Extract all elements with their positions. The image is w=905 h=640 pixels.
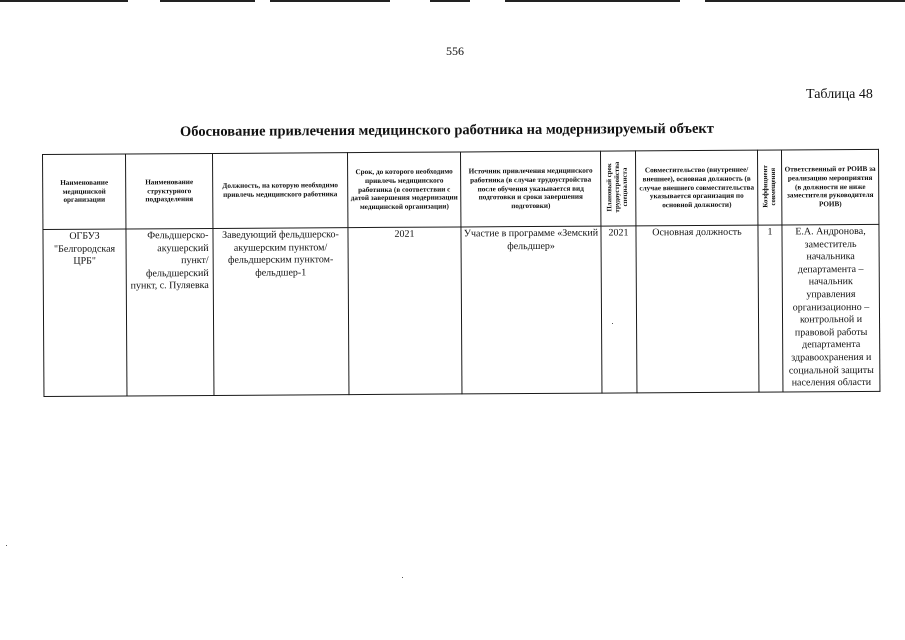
header-coefficient-text: Коэффициент совмещения bbox=[761, 164, 777, 208]
scan-edge-line bbox=[705, 0, 905, 2]
document-title: Обоснование привлечения медицинского работника на модернизируемый объект bbox=[179, 120, 714, 140]
scan-edge-line bbox=[0, 0, 128, 2]
staffing-table bbox=[42, 149, 880, 397]
cell-organization: ОГБУЗ "Белгородская ЦРБ" bbox=[43, 229, 127, 396]
cell-responsible: Е.А. Андронова, заместитель начальника департамента – начальник управления организационно – контрольной и правовой работы департамента здравоохранения и социальной защиты населения области bbox=[782, 224, 880, 391]
scan-edge-line bbox=[270, 0, 390, 2]
scan-speck bbox=[612, 323, 613, 324]
header-source: Источник привлечения медицинского работника (в случае трудоустройства после обучения указывается вид подготовки и сроки завершения подготовки) bbox=[460, 151, 600, 227]
scan-edge-line bbox=[430, 0, 470, 2]
cell-combination: Основная должность bbox=[636, 225, 759, 392]
page-number: 556 bbox=[446, 44, 464, 58]
cell-coefficient: 1 bbox=[758, 225, 783, 392]
cell-position: Заведующий фельдшерско-акушерским пунктом/фельдшерским пунктом- фельдшер-1 bbox=[213, 228, 349, 396]
header-deadline: Срок, до которого необходимо привлечь медицинского работника (в соответствии с датой завершения модернизации медицинской организации) bbox=[347, 152, 460, 228]
header-subdivision: Наименование структурного подразделения bbox=[126, 153, 213, 229]
scan-edge-line bbox=[160, 0, 255, 2]
scan-edge-line bbox=[505, 0, 680, 2]
header-position: Должность, на которую необходимо привлечь медицинского работника bbox=[212, 153, 347, 229]
scan-speck bbox=[6, 545, 7, 546]
cell-subdivision: Фельдшерско-акушерский пункт/фельдшерский пункт, с. Пуляевка bbox=[126, 228, 214, 395]
header-planned-date-text: Плановый срок трудоустройства специалиста bbox=[606, 161, 630, 213]
header-planned-date bbox=[600, 151, 635, 226]
header-combination: Совместительство (внутреннее/ внешнее), основная должность (в случае внешнего совместительства указывается организация по основной должности) bbox=[635, 150, 757, 226]
header-responsible: Ответственный от РОИВ за реализацию мероприятия (в должности не ниже заместителя руководителя РОИВ) bbox=[781, 149, 878, 225]
cell-planned-date: 2021 bbox=[601, 226, 637, 393]
table-header-row bbox=[43, 149, 879, 229]
header-coefficient bbox=[757, 150, 781, 225]
cell-deadline: 2021 bbox=[348, 227, 462, 394]
scan-speck bbox=[402, 577, 403, 578]
table-row bbox=[43, 224, 880, 396]
header-organization: Наименование медицинской организации bbox=[43, 154, 126, 230]
table-number: Таблица 48 bbox=[806, 87, 873, 102]
cell-source: Участие в программе «Земский фельдшер» bbox=[461, 226, 602, 394]
